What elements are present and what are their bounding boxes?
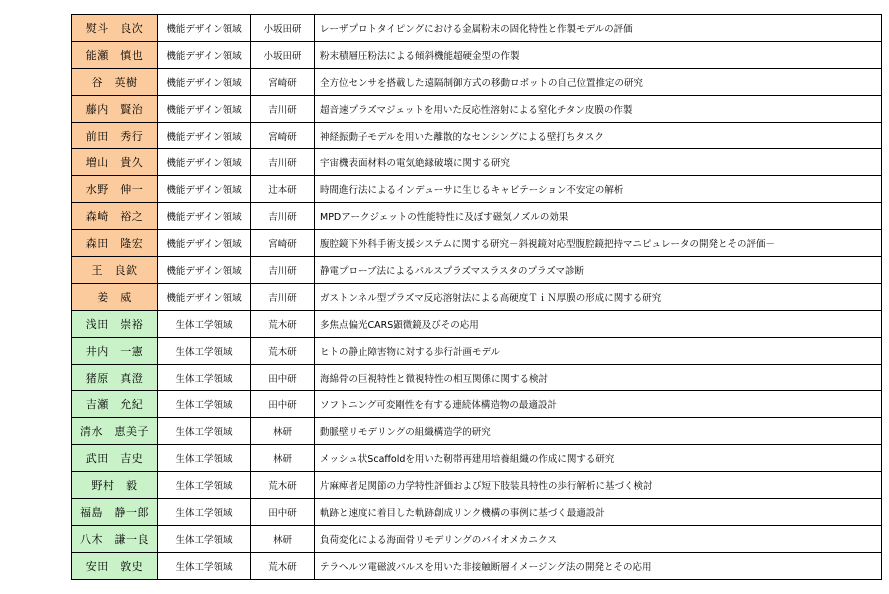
research-area-cell: 生体工学領域 [158, 525, 251, 552]
table-row [72, 283, 882, 310]
research-area-cell: 生体工学領域 [158, 499, 251, 526]
lab-cell: 小坂田研 [251, 41, 315, 68]
student-name-cell: 清水 恵美子 [72, 418, 158, 445]
student-name-cell: 吉瀬 允紀 [72, 391, 158, 418]
table-row [72, 68, 882, 95]
thesis-title-cell: 宇宙機表面材料の電気絶縁破壊に関する研究 [315, 149, 882, 176]
table-row [72, 391, 882, 418]
thesis-title-cell: 片麻痺者足関節の力学特性評価および短下肢装具特性の歩行解析に基づく検討 [315, 472, 882, 499]
lab-cell: 辻本研 [251, 176, 315, 203]
thesis-title-cell: 超音速プラズマジェットを用いた反応性溶射による窒化チタン皮膜の作製 [315, 95, 882, 122]
thesis-title-cell: メッシュ状Scaffoldを用いた靭帯再建用培養組織の作成に関する研究 [315, 445, 882, 472]
table-row [72, 95, 882, 122]
thesis-title-cell: 神経振動子モデルを用いた離散的なセンシングによる壁打ちタスク [315, 122, 882, 149]
table-row [72, 525, 882, 552]
research-area-cell: 機能デザイン領域 [158, 203, 251, 230]
lab-cell: 宮崎研 [251, 230, 315, 257]
student-name-cell: 井内 一憲 [72, 337, 158, 364]
table-row [72, 552, 882, 579]
thesis-title-cell: 負荷変化による海面骨リモデリングのバイオメカニクス [315, 525, 882, 552]
table-row [72, 230, 882, 257]
thesis-title-cell: 粉末積層圧粉法による傾斜機能超硬金型の作製 [315, 41, 882, 68]
table-row [72, 310, 882, 337]
table-row [72, 41, 882, 68]
table-row [72, 15, 882, 42]
table-row [72, 122, 882, 149]
research-area-cell: 機能デザイン領域 [158, 41, 251, 68]
research-area-cell: 機能デザイン領域 [158, 283, 251, 310]
thesis-title-cell: 動脈壁リモデリングの組織構造学的研究 [315, 418, 882, 445]
research-area-cell: 機能デザイン領域 [158, 257, 251, 284]
table-row [72, 337, 882, 364]
table-row [72, 257, 882, 284]
lab-cell: 田中研 [251, 364, 315, 391]
thesis-table [71, 14, 882, 580]
thesis-title-cell: 多焦点偏光CARS顕微鏡及びその応用 [315, 310, 882, 337]
student-name-cell: 武田 吉史 [72, 445, 158, 472]
research-area-cell: 機能デザイン領域 [158, 176, 251, 203]
research-area-cell: 生体工学領域 [158, 552, 251, 579]
thesis-table-container [71, 14, 882, 580]
lab-cell: 小坂田研 [251, 15, 315, 42]
lab-cell: 荒木研 [251, 472, 315, 499]
research-area-cell: 生体工学領域 [158, 391, 251, 418]
lab-cell: 林研 [251, 418, 315, 445]
lab-cell: 吉川研 [251, 283, 315, 310]
thesis-title-cell: ヒトの静止障害物に対する歩行計画モデル [315, 337, 882, 364]
research-area-cell: 機能デザイン領域 [158, 230, 251, 257]
lab-cell: 吉川研 [251, 149, 315, 176]
research-area-cell: 生体工学領域 [158, 364, 251, 391]
lab-cell: 吉川研 [251, 257, 315, 284]
thesis-title-cell: 時間進行法によるインデューサに生じるキャビテーション不安定の解析 [315, 176, 882, 203]
student-name-cell: 八木 謙一良 [72, 525, 158, 552]
thesis-title-cell: ガストンネル型プラズマ反応溶射法による高硬度ＴｉＮ厚膜の形成に関する研究 [315, 283, 882, 310]
research-area-cell: 機能デザイン領域 [158, 95, 251, 122]
lab-cell: 荒木研 [251, 552, 315, 579]
research-area-cell: 生体工学領域 [158, 310, 251, 337]
table-row [72, 203, 882, 230]
table-row [72, 445, 882, 472]
research-area-cell: 生体工学領域 [158, 337, 251, 364]
lab-cell: 荒木研 [251, 310, 315, 337]
table-row [72, 364, 882, 391]
student-name-cell: 森田 隆宏 [72, 230, 158, 257]
student-name-cell: 野村 毅 [72, 472, 158, 499]
table-row [72, 499, 882, 526]
student-name-cell: 前田 秀行 [72, 122, 158, 149]
lab-cell: 吉川研 [251, 95, 315, 122]
student-name-cell: 谷 英樹 [72, 68, 158, 95]
lab-cell: 田中研 [251, 391, 315, 418]
lab-cell: 吉川研 [251, 203, 315, 230]
student-name-cell: 福島 静一郎 [72, 499, 158, 526]
research-area-cell: 生体工学領域 [158, 472, 251, 499]
student-name-cell: 猪原 真澄 [72, 364, 158, 391]
table-row [72, 149, 882, 176]
thesis-title-cell: ソフトニング可変剛性を有する連続体構造物の最適設計 [315, 391, 882, 418]
thesis-title-cell: 海綿骨の巨視特性と微視特性の相互関係に関する検討 [315, 364, 882, 391]
student-name-cell: 王 良欽 [72, 257, 158, 284]
student-name-cell: 藤内 賢治 [72, 95, 158, 122]
student-name-cell: 水野 伸一 [72, 176, 158, 203]
research-area-cell: 機能デザイン領域 [158, 15, 251, 42]
thesis-title-cell: テラヘルツ電磁波パルスを用いた非接触断層イメージング法の開発とその応用 [315, 552, 882, 579]
research-area-cell: 生体工学領域 [158, 418, 251, 445]
thesis-title-cell: MPDアークジェットの性能特性に及ぼす磁気ノズルの効果 [315, 203, 882, 230]
student-name-cell: 能瀬 慎也 [72, 41, 158, 68]
table-row [72, 472, 882, 499]
research-area-cell: 機能デザイン領域 [158, 68, 251, 95]
lab-cell: 宮崎研 [251, 122, 315, 149]
student-name-cell: 森崎 裕之 [72, 203, 158, 230]
thesis-title-cell: 軌跡と速度に着目した軌跡創成リンク機構の事例に基づく最適設計 [315, 499, 882, 526]
student-name-cell: 姜 威 [72, 283, 158, 310]
table-row [72, 418, 882, 445]
student-name-cell: 浅田 崇裕 [72, 310, 158, 337]
thesis-title-cell: 腹腔鏡下外科手術支援システムに関する研究－斜視鏡対応型腹腔鏡把持マニピュレータの開発とその評価－ [315, 230, 882, 257]
student-name-cell: 安田 敦史 [72, 552, 158, 579]
lab-cell: 田中研 [251, 499, 315, 526]
lab-cell: 林研 [251, 525, 315, 552]
lab-cell: 林研 [251, 445, 315, 472]
thesis-table-body [72, 15, 882, 580]
lab-cell: 荒木研 [251, 337, 315, 364]
thesis-title-cell: 静電プローブ法によるパルスプラズマスラスタのプラズマ診断 [315, 257, 882, 284]
table-row [72, 176, 882, 203]
research-area-cell: 機能デザイン領域 [158, 149, 251, 176]
thesis-title-cell: 全方位センサを搭載した遠隔制御方式の移動ロボットの自己位置推定の研究 [315, 68, 882, 95]
thesis-title-cell: レーザプロトタイピングにおける金属粉末の固化特性と作製モデルの評価 [315, 15, 882, 42]
lab-cell: 宮崎研 [251, 68, 315, 95]
student-name-cell: 熨斗 良次 [72, 15, 158, 42]
student-name-cell: 増山 貴久 [72, 149, 158, 176]
research-area-cell: 生体工学領域 [158, 445, 251, 472]
research-area-cell: 機能デザイン領域 [158, 122, 251, 149]
